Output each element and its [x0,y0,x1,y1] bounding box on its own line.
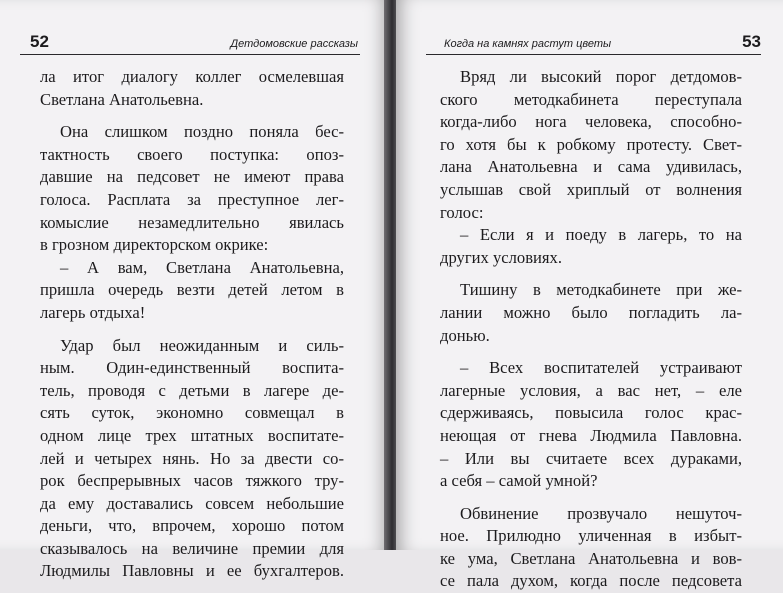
right-page-header [426,30,761,54]
text-line: Вряд ли высокий порог детдомов- [460,67,742,86]
text-line: давшие на педсовет не имеют права [40,167,344,187]
left-body-text [40,66,344,583]
right-page-number: 53 [742,32,761,51]
text-line: услышав свой хриплый от волнения [440,179,742,199]
text-line: Обвинение прозвучало нешуточ- [460,503,742,523]
text-line: – Если я и поеду в лагерь, то на [460,225,742,245]
text-line: голоса. Расплата за преступное лег- [40,189,344,209]
text-line: ке ума, Светлана Анатольевна и вов- [440,548,742,568]
text-line: тактность своего поступка: опоз- [40,144,344,164]
text-line: – А вам, Светлана Анатольевна, [60,257,344,277]
left-page-header [20,30,360,54]
text-line: сять суток, экономно совмещал в [40,403,344,423]
right-body-text [440,66,742,593]
text-line: в грозном директорском окрике: [40,235,269,255]
text-line: лании можно было погладить ла- [440,302,742,322]
text-line: – Или вы считаете всех дураками, [440,448,742,468]
text-line: других условиях. [440,247,562,267]
text-line: тель, проводя с детьми в лагере де- [40,380,344,400]
text-line: одном лице трех штатных воспитате- [40,425,344,445]
right-running-title: Когда на камнях растут цветы [444,38,612,50]
text-line: неющая от гнева Людмила Павловна. [440,425,742,445]
text-line: лагерные условия, а вас нет, – еле [440,380,742,400]
text-line: се пала духом, когда после педсовета [440,571,742,591]
left-page-number: 52 [30,32,49,51]
text-line: комыслие незамедлительно явилась [40,212,344,232]
text-line: ла итог диалогу коллег осмелевшая [40,67,344,86]
right-header-rule [426,54,761,55]
text-line: деньги, что, впрочем, хорошо потом [40,516,344,536]
text-line: рок беспрерывных часов тяжкого тру- [40,471,344,491]
text-line: лей и четырех нянь. Но за двести со- [40,448,344,468]
text-line: ского методкабинета переступала [440,89,742,109]
left-page [0,0,388,581]
text-line: Она слишком поздно поняла бес- [60,122,344,142]
text-line: Светлана Анатольевна. [40,89,204,109]
right-page [396,0,783,591]
text-line: а себя – самой умной? [440,471,598,491]
text-line: лагерь отдыха! [40,302,146,322]
text-line: пришла очередь везти детей летом в [40,280,344,300]
text-line: ным. Один-единственный воспита- [40,358,344,378]
text-line: Удар был неожиданным и силь- [60,335,344,355]
left-header-rule [20,54,360,55]
text-line: голос: [440,202,484,222]
text-line: донью. [440,325,490,345]
text-line: ное. Прилюдно уличенная в избыт- [440,526,742,546]
text-line: сказывалось на величине премии для [40,538,344,558]
text-line: – Всех воспитателей устраивают [460,358,742,378]
text-line: сдерживаясь, повысила голос крас- [440,403,742,423]
text-line: лана Анатольевна и сама удивилась, [440,157,742,177]
text-line: Людмилы Павловны и ее бухгалтеров. [40,561,344,581]
left-running-title: Детдомовские рассказы [230,38,358,50]
text-line: го хотя бы к робкому протесту. Свет- [440,134,742,154]
text-line: да ему доставались совсем небольшие [40,493,344,513]
text-line: Тишину в методкабинете при же- [460,280,742,300]
text-line: когда-либо нога человека, способно- [440,112,742,132]
